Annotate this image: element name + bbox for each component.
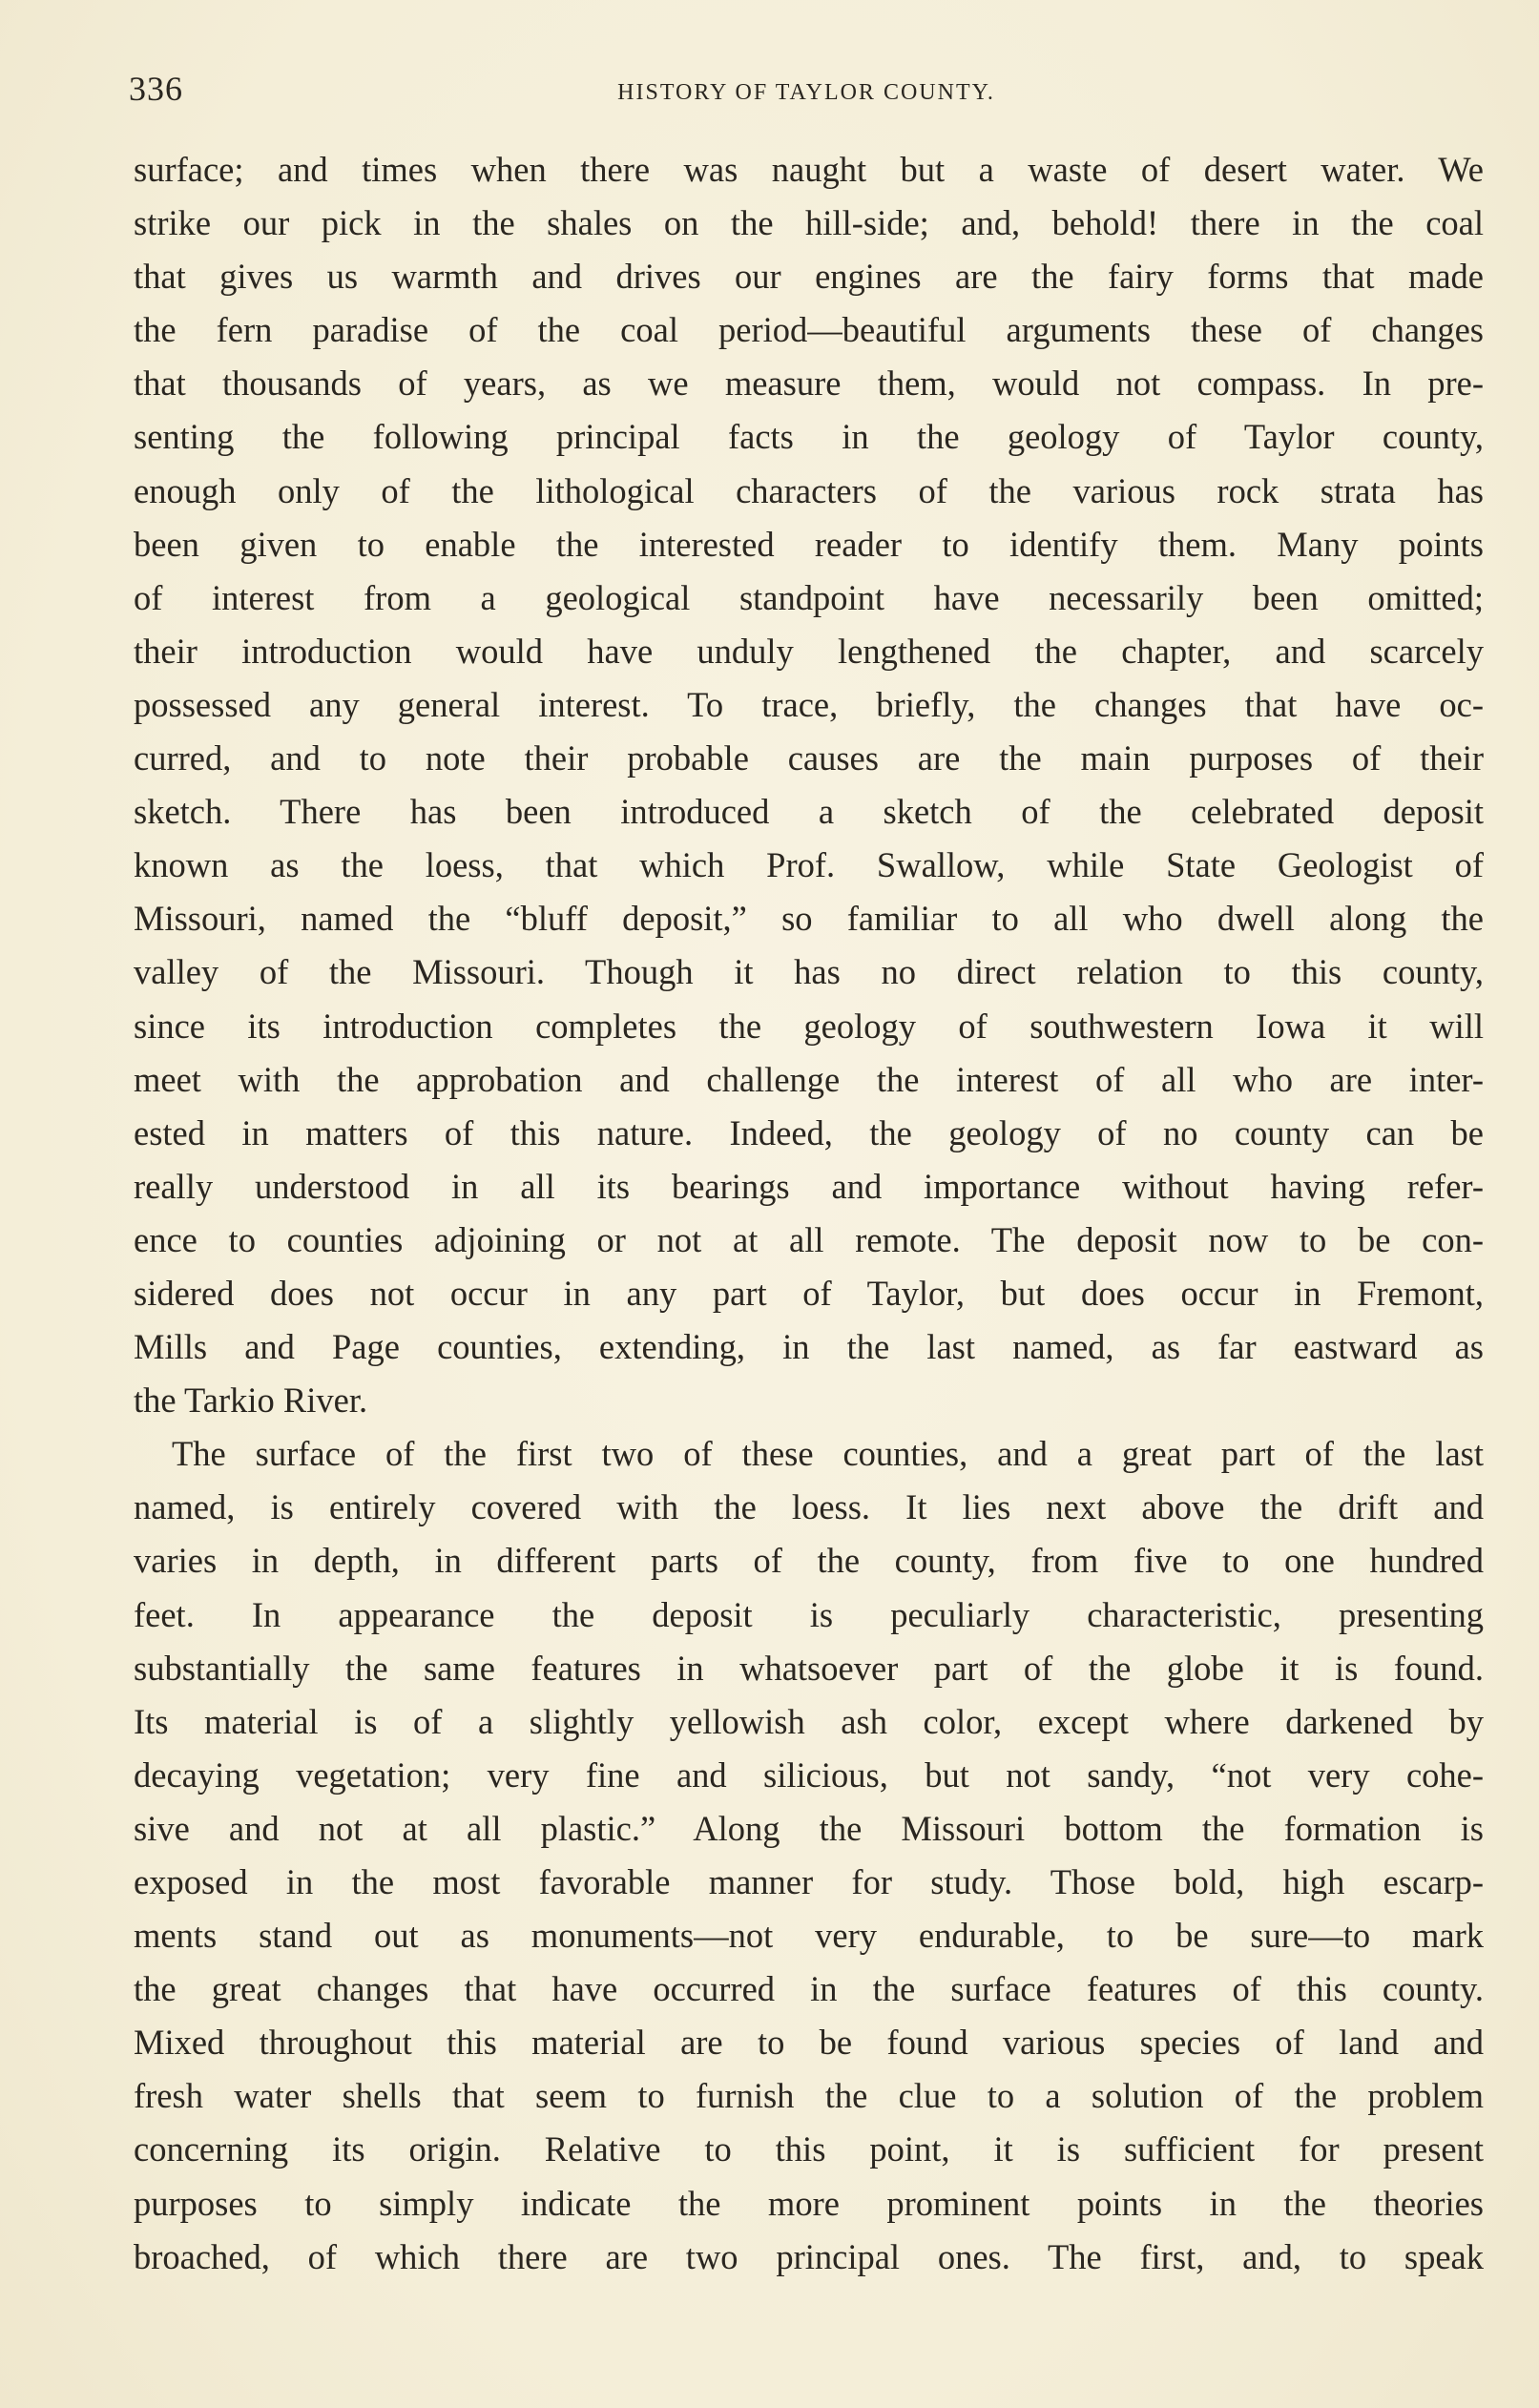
text-line: curred, and to note their probable causes are the main purposes of their [134, 738, 1484, 778]
text-line: Mixed throughout this material are to be found various species of land and [134, 2023, 1484, 2063]
text-line: sketch. There has been introduced a sketch of the celebrated deposit [134, 792, 1484, 832]
text-line: known as the loess, that which Prof. Swallow, while State Geologist of [134, 845, 1484, 885]
running-head: HISTORY OF TAYLOR COUNTY. [617, 80, 995, 105]
text-line: feet. In appearance the deposit is peculiarly characteristic, presenting [134, 1594, 1484, 1634]
text-line: the great changes that have occurred in the surface features of this county. [134, 1969, 1484, 2009]
text-line: substantially the same features in whatsoever part of the globe it is found. [134, 1648, 1484, 1688]
text-line: meet with the approbation and challenge the interest of all who are inter- [134, 1059, 1484, 1099]
text-line: possessed any general interest. To trace, briefly, the changes that have oc- [134, 684, 1484, 724]
page-header [129, 69, 1484, 126]
text-line: Missouri, named the “bluff deposit,” so familiar to all who dwell along the [134, 899, 1484, 939]
text-line: that gives us warmth and drives our engines are the fairy forms that made [134, 257, 1484, 297]
text-line: that thousands of years, as we measure them, would not compass. In pre- [134, 363, 1484, 404]
text-line: been given to enable the interested reader to identify them. Many points [134, 524, 1484, 564]
text-line: ence to counties adjoining or not at all remote. The deposit now to be con- [134, 1219, 1484, 1259]
text-line: strike our pick in the shales on the hill-side; and, behold! there in the coal [134, 203, 1484, 243]
text-line: ested in matters of this nature. Indeed, the geology of no county can be [134, 1112, 1484, 1152]
text-line: surface; and times when there was naught but a waste of desert water. We [134, 150, 1484, 189]
text-line: ments stand out as monuments—not very endurable, to be sure—to mark [134, 1916, 1484, 1956]
text-line: the Tarkio River. [134, 1380, 368, 1421]
text-line: Mills and Page counties, extending, in the last named, as far eastward as [134, 1327, 1484, 1367]
text-line: purposes to simply indicate the more prominent points in the theories [134, 2183, 1484, 2223]
text-line: exposed in the most favorable manner for study. Those bold, high escarp- [134, 1862, 1484, 1901]
text-line: valley of the Missouri. Though it has no direct relation to this county, [134, 952, 1484, 992]
paragraph-start-line: The surface of the first two of these counties, and a great part of the last [172, 1434, 1484, 1474]
body-text [134, 143, 1484, 2284]
text-line: fresh water shells that seem to furnish the clue to a solution of the problem [134, 2076, 1484, 2116]
text-line: sidered does not occur in any part of Taylor, but does occur in Fremont, [134, 1273, 1484, 1313]
text-line: the fern paradise of the coal period—beautiful arguments these of changes [134, 310, 1484, 350]
text-line: of interest from a geological standpoint have necessarily been omitted; [134, 577, 1484, 617]
text-line: named, is entirely covered with the loess. It lies next above the drift and [134, 1487, 1484, 1527]
text-line: senting the following principal facts in the geology of Taylor county, [134, 417, 1484, 457]
text-line: Its material is of a slightly yellowish ash color, except where darkened by [134, 1701, 1484, 1741]
text-line: decaying vegetation; very fine and silicious, but not sandy, “not very cohe- [134, 1754, 1484, 1795]
text-line: concerning its origin. Relative to this point, it is sufficient for present [134, 2129, 1484, 2169]
page-number: 336 [129, 70, 183, 108]
text-line: varies in depth, in different parts of the county, from five to one hundred [134, 1541, 1484, 1581]
text-line: really understood in all its bearings and importance without having refer- [134, 1166, 1484, 1206]
text-line: broached, of which there are two principal ones. The first, and, to speak [134, 2236, 1484, 2276]
text-line: enough only of the lithological characters of the various rock strata has [134, 470, 1484, 510]
text-line: their introduction would have unduly lengthened the chapter, and scarcely [134, 631, 1484, 671]
text-line: since its introduction completes the geology of southwestern Iowa it will [134, 1006, 1484, 1046]
text-line: sive and not at all plastic.” Along the Missouri bottom the formation is [134, 1808, 1484, 1848]
